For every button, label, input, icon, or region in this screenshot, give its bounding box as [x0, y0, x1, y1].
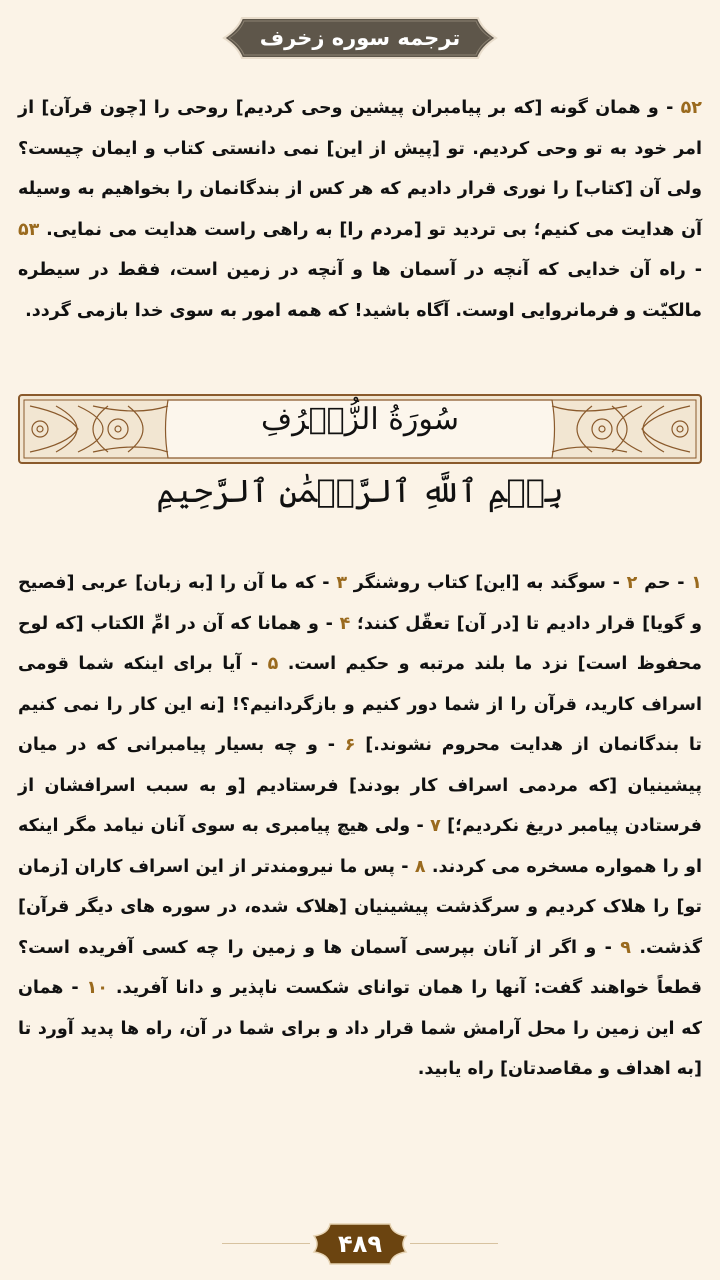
page-title: ترجمه سوره زخرف — [259, 26, 461, 50]
verse-text: - آیا برای اینکه شما قومی اسراف کارید، قرآن را از شما دور کنیم و بازگردانیم؟! [نه این کار را نمی کنیم تا بندگانمان از هدایت محروم نشوند.] — [18, 654, 703, 755]
verse-text: - که ما آن را [به زبان] عربی [فصیح و گویا] قرار دادیم تا [در آن] تعقّل کنند؛ — [18, 573, 702, 634]
verse-number: ۵ — [267, 654, 279, 674]
basmala: بِسۡمِ ٱللَّهِ ٱلرَّحۡمَٰنِ ٱلرَّحِيمِ — [156, 472, 564, 510]
verse-number: ۹ — [620, 937, 631, 958]
verse-number: ۴ — [339, 613, 351, 634]
surah-name: سُورَةُ الزُّخۡرُفِ — [260, 402, 460, 437]
verse-text: - و اگر از آنان بپرسی آسمان ها و زمین را چه کسی آفریده است؟ قطعاً خواهند گفت: آنها را همان توانای شکست ناپذیر و دانا آفرید. — [18, 937, 702, 998]
verse-text: - راه آن خدایی که آنچه در آسمان ها و آنچه در زمین است، فقط در سیطره مالکیّت و فرمانروایی اوست. آگاه باشید! که همه امور به سوی خدا بازمی گردد. — [18, 260, 702, 321]
page-header — [0, 12, 720, 64]
verse-text: - ولی هیچ پیامبری به سوی آنان نیامد مگر اینکه او را همواره مسخره می کردند. — [18, 816, 702, 877]
page-number-badge — [308, 1222, 412, 1266]
verse-text: - و همانا که آن در امِّ الکتاب [که لوح محفوظ است] نزد ما بلند مرتبه و حکیم است. — [18, 613, 702, 674]
verse-number: ۱ — [691, 573, 702, 593]
verse-number: ۱۰ — [86, 978, 108, 998]
verse-number: ۳ — [336, 573, 348, 593]
verse-number: ۷ — [430, 816, 441, 836]
title-badge — [220, 15, 500, 61]
surah-translation — [18, 563, 702, 1090]
verse-text: - حم — [637, 573, 692, 593]
page-footer — [0, 1222, 720, 1266]
footer-divider-left — [222, 1243, 310, 1244]
verse-text: - همان که این زمین را محل آرامش شما قرار داد و برای شما در آن، راه ها پدید آورد تا [به اهداف و مقاصدتان] راه یابید. — [18, 978, 702, 1079]
verse-number: ۵۳ — [18, 219, 40, 240]
verse-number: ۵۲ — [680, 98, 702, 118]
verse-number: ۲ — [626, 573, 638, 593]
verse-text: - و همان گونه [که بر پیامبران پیشین وحی کردیم] روحی را [چون قرآن] از امر خود به تو وحی کردیم. تو [پیش از این] نمی دانستی کتاب و ایمان چیست؟ ولی آن [کتاب] را نوری قرار دادیم که هر کس از بندگانمان را بخواهیم به وسیله آن هدایت می کنیم؛ بی تردید تو [مردم را] به راهی راست هدایت می نمایی. — [18, 98, 702, 240]
surah-title-frame — [18, 394, 702, 464]
page-number: ۴۸۹ — [338, 1230, 382, 1258]
previous-surah-translation — [18, 88, 702, 331]
verse-number: ۶ — [344, 735, 356, 755]
verse-number: ۸ — [414, 856, 426, 877]
footer-divider-right — [410, 1243, 498, 1244]
verse-text: - و چه بسیار پیامبرانی که در میان پیشینیان [که مردمی اسراف کار بودند] فرستادیم [و به سبب اسرافشان از فرستادن پیامبر دریغ نکردیم؛] — [18, 735, 702, 836]
verse-text: - پس ما نیرومندتر از این اسراف کاران [زمان تو] را هلاک کردیم و سرگذشت پیشینیان [هلاک شده، در سوره های دیگر قرآن] گذشت. — [18, 856, 702, 958]
translation-paragraph — [18, 563, 702, 1090]
verse-text: - سوگند به [این] کتاب روشنگر — [347, 573, 627, 593]
translation-paragraph — [18, 88, 702, 331]
